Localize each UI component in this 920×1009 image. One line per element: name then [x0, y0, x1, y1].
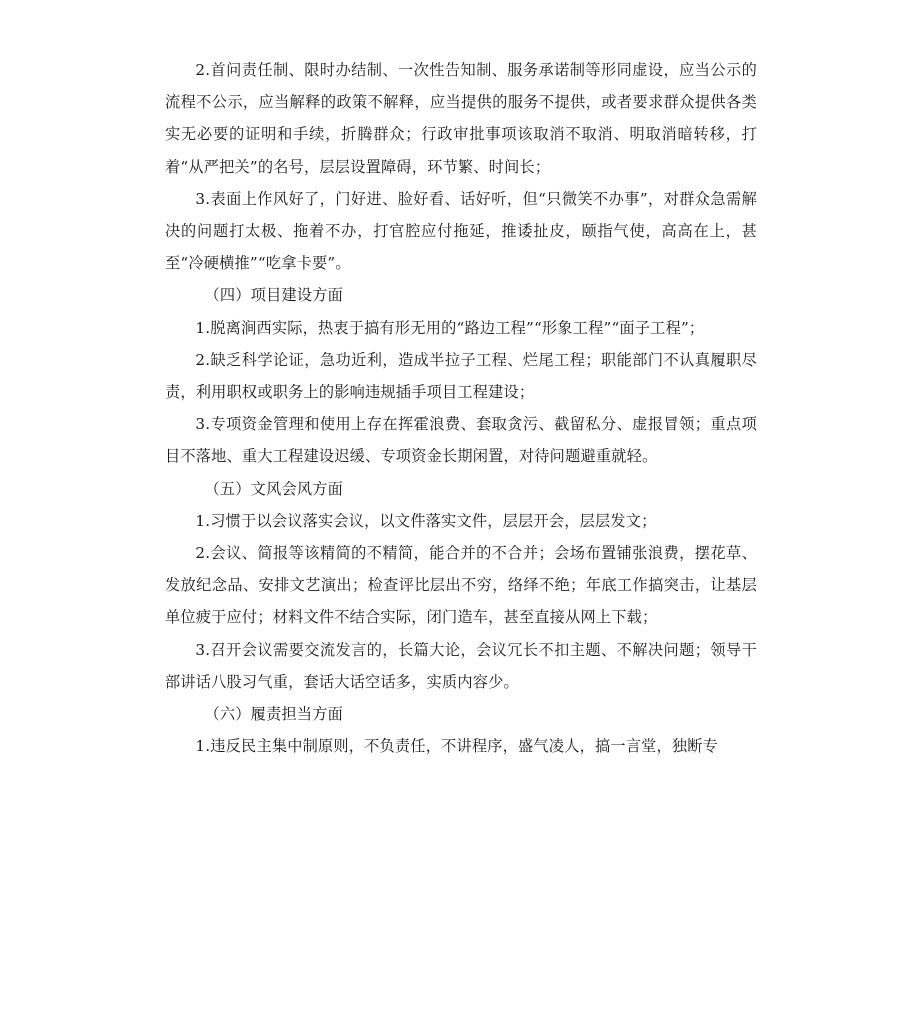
section-heading: （五）文风会风方面 [204, 479, 344, 498]
paragraph: 3.专项资金管理和使用上存在挥霍浪费、套取贪污、截留私分、虚报冒领；重点项目不落地、重大工程建设迟缓、专项资金长期闲置，对待问题避重就轻。 [165, 415, 757, 466]
paragraph: 1.习惯于以会议落实会议，以文件落实文件，层层开会，层层发文； [195, 511, 657, 530]
paragraph: 1.违反民主集中制原则，不负责任，不讲程序，盛气凌人，搞一言堂，独断专 [195, 737, 719, 756]
section-heading: （四）项目建设方面 [204, 286, 344, 305]
paragraph: 2.会议、简报等该精简的不精简，能合并的不合并；会场布置铺张浪费，摆花草、发放纪念品、安排文艺演出；检查评比层出不穷，络绎不绝；年底工作搞突击，让基层单位疲于应付；材料文件不结合实际，闭门造车，甚至直接从网上下载； [165, 544, 757, 627]
document-page [165, 54, 757, 762]
paragraph: 3.表面上作风好了，门好进、脸好看、话好听，但“只微笑不办事”，对群众急需解决的问题打太极、拖着不办，打官腔应付拖延，推诿扯皮，颐指气使，高高在上，甚至“冷硬横推”“吃拿卡要”。 [165, 189, 757, 273]
paragraph: 2.首问责任制、限时办结制、一次性告知制、服务承诺制等形同虚设，应当公示的流程不公示，应当解释的政策不解释，应当提供的服务不提供，或者要求群众提供各类实无必要的证明和手续，折腾群众；行政审批事项该取消不取消、明取消暗转移，打着“从严把关”的名号，层层设置障碍，环节繁、时间长； [165, 61, 757, 176]
section-heading: （六）履责担当方面 [204, 705, 344, 724]
paragraph: 2.缺乏科学论证，急功近利，造成半拉子工程、烂尾工程；职能部门不认真履职尽责，利用职权或职务上的影响违规插手项目工程建设； [165, 350, 757, 402]
paragraph: 1.脱离涧西实际，热衷于搞有形无用的“路边工程”“形象工程”“面子工程”； [195, 318, 705, 337]
paragraph: 3.召开会议需要交流发言的，长篇大论，会议冗长不扣主题、不解决问题；领导干部讲话八股习气重，套话大话空话多，实质内容少。 [165, 640, 757, 691]
